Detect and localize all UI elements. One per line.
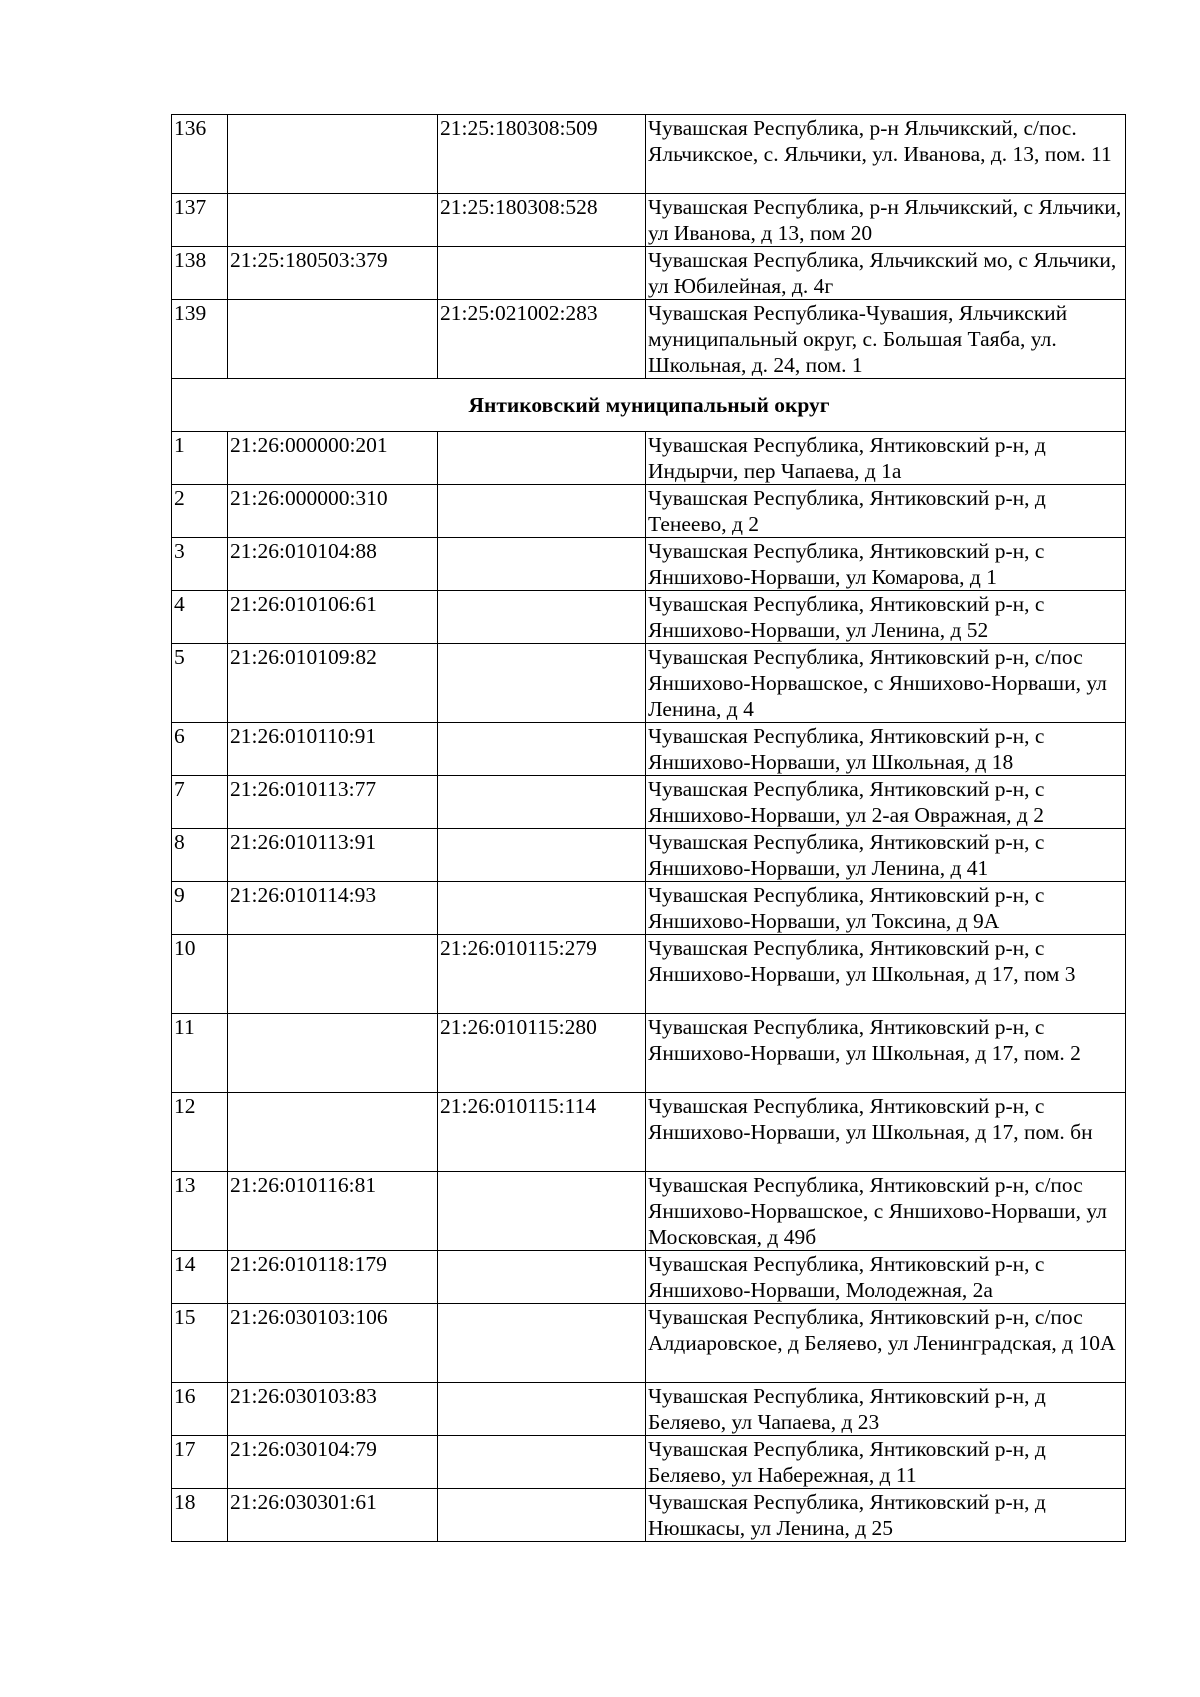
row-number-cell: 11: [172, 1014, 228, 1093]
land-cadastral-cell: 21:26:010113:91: [228, 829, 438, 882]
table-row: [172, 485, 1126, 538]
address-cell: Чувашская Республика, Янтиковский р-н, д Индырчи, пер Чапаева, д 1а: [646, 432, 1126, 485]
address-cell: Чувашская Республика, Янтиковский р-н, д Беляево, ул Чапаева, д 23: [646, 1383, 1126, 1436]
table-row: [172, 1489, 1126, 1542]
row-number-cell: 138: [172, 247, 228, 300]
land-cadastral-cell: 21:26:010113:77: [228, 776, 438, 829]
table-row: [172, 432, 1126, 485]
land-cadastral-cell: 21:26:030301:61: [228, 1489, 438, 1542]
building-cadastral-cell: [438, 776, 646, 829]
address-cell: Чувашская Республика, Янтиковский р-н, с Яншихово-Норваши, ул Школьная, д 18: [646, 723, 1126, 776]
building-cadastral-cell: 21:26:010115:114: [438, 1093, 646, 1172]
row-number-cell: 16: [172, 1383, 228, 1436]
land-cadastral-cell: 21:26:000000:310: [228, 485, 438, 538]
row-number-cell: 1: [172, 432, 228, 485]
land-cadastral-cell: 21:26:010110:91: [228, 723, 438, 776]
property-table: [171, 114, 1126, 1542]
land-cadastral-cell: 21:26:010109:82: [228, 644, 438, 723]
address-cell: Чувашская Республика, Янтиковский р-н, с/пос Яншихово-Норвашское, с Яншихово-Норваши, ул Московская, д 49б: [646, 1172, 1126, 1251]
land-cadastral-cell: 21:26:000000:201: [228, 432, 438, 485]
address-cell: Чувашская Республика, Янтиковский р-н, с/пос Яншихово-Норвашское, с Яншихово-Норваши, ул Ленина, д 4: [646, 644, 1126, 723]
land-cadastral-cell: 21:26:030104:79: [228, 1436, 438, 1489]
table-row: [172, 194, 1126, 247]
land-cadastral-cell: 21:26:030103:106: [228, 1304, 438, 1383]
building-cadastral-cell: 21:26:010115:279: [438, 935, 646, 1014]
table-row: [172, 644, 1126, 723]
address-cell: Чувашская Республика-Чувашия, Яльчикский муниципальный округ, с. Большая Таяба, ул. Школьная, д. 24, пом. 1: [646, 300, 1126, 379]
address-cell: Чувашская Республика, р-н Яльчикский, с Яльчики, ул Иванова, д 13, пом 20: [646, 194, 1126, 247]
address-cell: Чувашская Республика, Янтиковский р-н, с Яншихово-Норваши, Молодежная, 2а: [646, 1251, 1126, 1304]
land-cadastral-cell: 21:26:010114:93: [228, 882, 438, 935]
table-row: [172, 1304, 1126, 1383]
address-cell: Чувашская Республика, Янтиковский р-н, с/пос Алдиаровское, д Беляево, ул Ленинградская, д 10А: [646, 1304, 1126, 1383]
address-cell: Чувашская Республика, Янтиковский р-н, с Яншихово-Норваши, ул Ленина, д 41: [646, 829, 1126, 882]
building-cadastral-cell: 21:25:180308:528: [438, 194, 646, 247]
address-cell: Чувашская Республика, Яльчикский мо, с Яльчики, ул Юбилейная, д. 4г: [646, 247, 1126, 300]
table-row: [172, 935, 1126, 1014]
building-cadastral-cell: 21:25:180308:509: [438, 115, 646, 194]
land-cadastral-cell: 21:26:010116:81: [228, 1172, 438, 1251]
row-number-cell: 7: [172, 776, 228, 829]
building-cadastral-cell: [438, 1304, 646, 1383]
table-row: [172, 247, 1126, 300]
table-row: [172, 1014, 1126, 1093]
table-row: [172, 538, 1126, 591]
building-cadastral-cell: [438, 723, 646, 776]
table-row: [172, 829, 1126, 882]
building-cadastral-cell: 21:25:021002:283: [438, 300, 646, 379]
table-row: [172, 1436, 1126, 1489]
land-cadastral-cell: [228, 300, 438, 379]
address-cell: Чувашская Республика, Янтиковский р-н, д Нюшкасы, ул Ленина, д 25: [646, 1489, 1126, 1542]
row-number-cell: 137: [172, 194, 228, 247]
building-cadastral-cell: [438, 882, 646, 935]
land-cadastral-cell: [228, 1093, 438, 1172]
row-number-cell: 136: [172, 115, 228, 194]
table-row: [172, 882, 1126, 935]
building-cadastral-cell: [438, 432, 646, 485]
table-row: [172, 1383, 1126, 1436]
address-cell: Чувашская Республика, Янтиковский р-н, с Яншихово-Норваши, ул Комарова, д 1: [646, 538, 1126, 591]
address-cell: Чувашская Республика, Янтиковский р-н, с Яншихово-Норваши, ул Токсина, д 9А: [646, 882, 1126, 935]
table-row: [172, 776, 1126, 829]
row-number-cell: 6: [172, 723, 228, 776]
land-cadastral-cell: [228, 935, 438, 1014]
building-cadastral-cell: [438, 1172, 646, 1251]
land-cadastral-cell: 21:26:010106:61: [228, 591, 438, 644]
building-cadastral-cell: [438, 485, 646, 538]
row-number-cell: 8: [172, 829, 228, 882]
row-number-cell: 17: [172, 1436, 228, 1489]
land-cadastral-cell: [228, 194, 438, 247]
address-cell: Чувашская Республика, Янтиковский р-н, с Яншихово-Норваши, ул Ленина, д 52: [646, 591, 1126, 644]
row-number-cell: 2: [172, 485, 228, 538]
row-number-cell: 3: [172, 538, 228, 591]
building-cadastral-cell: [438, 247, 646, 300]
building-cadastral-cell: [438, 538, 646, 591]
row-number-cell: 9: [172, 882, 228, 935]
building-cadastral-cell: [438, 1251, 646, 1304]
row-number-cell: 15: [172, 1304, 228, 1383]
address-cell: Чувашская Республика, Янтиковский р-н, с Яншихово-Норваши, ул 2-ая Овражная, д 2: [646, 776, 1126, 829]
building-cadastral-cell: [438, 1436, 646, 1489]
table-row: [172, 1172, 1126, 1251]
land-cadastral-cell: [228, 115, 438, 194]
section-title: Янтиковский муниципальный округ: [172, 379, 1126, 432]
address-cell: Чувашская Республика, Янтиковский р-н, д Тенеево, д 2: [646, 485, 1126, 538]
row-number-cell: 13: [172, 1172, 228, 1251]
land-cadastral-cell: 21:25:180503:379: [228, 247, 438, 300]
land-cadastral-cell: 21:26:010118:179: [228, 1251, 438, 1304]
table-row: [172, 300, 1126, 379]
address-cell: Чувашская Республика, Янтиковский р-н, д Беляево, ул Набережная, д 11: [646, 1436, 1126, 1489]
building-cadastral-cell: 21:26:010115:280: [438, 1014, 646, 1093]
address-cell: Чувашская Республика, Янтиковский р-н, с Яншихово-Норваши, ул Школьная, д 17, пом. бн: [646, 1093, 1126, 1172]
building-cadastral-cell: [438, 591, 646, 644]
table-row: [172, 1251, 1126, 1304]
row-number-cell: 4: [172, 591, 228, 644]
address-cell: Чувашская Республика, Янтиковский р-н, с Яншихово-Норваши, ул Школьная, д 17, пом. 2: [646, 1014, 1126, 1093]
table-row: [172, 115, 1126, 194]
table-row: [172, 723, 1126, 776]
row-number-cell: 10: [172, 935, 228, 1014]
building-cadastral-cell: [438, 1383, 646, 1436]
row-number-cell: 5: [172, 644, 228, 723]
row-number-cell: 139: [172, 300, 228, 379]
land-cadastral-cell: 21:26:030103:83: [228, 1383, 438, 1436]
land-cadastral-cell: [228, 1014, 438, 1093]
row-number-cell: 14: [172, 1251, 228, 1304]
address-cell: Чувашская Республика, р-н Яльчикский, с/пос. Яльчикское, с. Яльчики, ул. Иванова, д. 13, пом. 11: [646, 115, 1126, 194]
row-number-cell: 12: [172, 1093, 228, 1172]
address-cell: Чувашская Республика, Янтиковский р-н, с Яншихово-Норваши, ул Школьная, д 17, пом 3: [646, 935, 1126, 1014]
building-cadastral-cell: [438, 644, 646, 723]
table-row: [172, 591, 1126, 644]
section-header-row: [172, 379, 1126, 432]
building-cadastral-cell: [438, 1489, 646, 1542]
land-cadastral-cell: 21:26:010104:88: [228, 538, 438, 591]
row-number-cell: 18: [172, 1489, 228, 1542]
building-cadastral-cell: [438, 829, 646, 882]
table-row: [172, 1093, 1126, 1172]
